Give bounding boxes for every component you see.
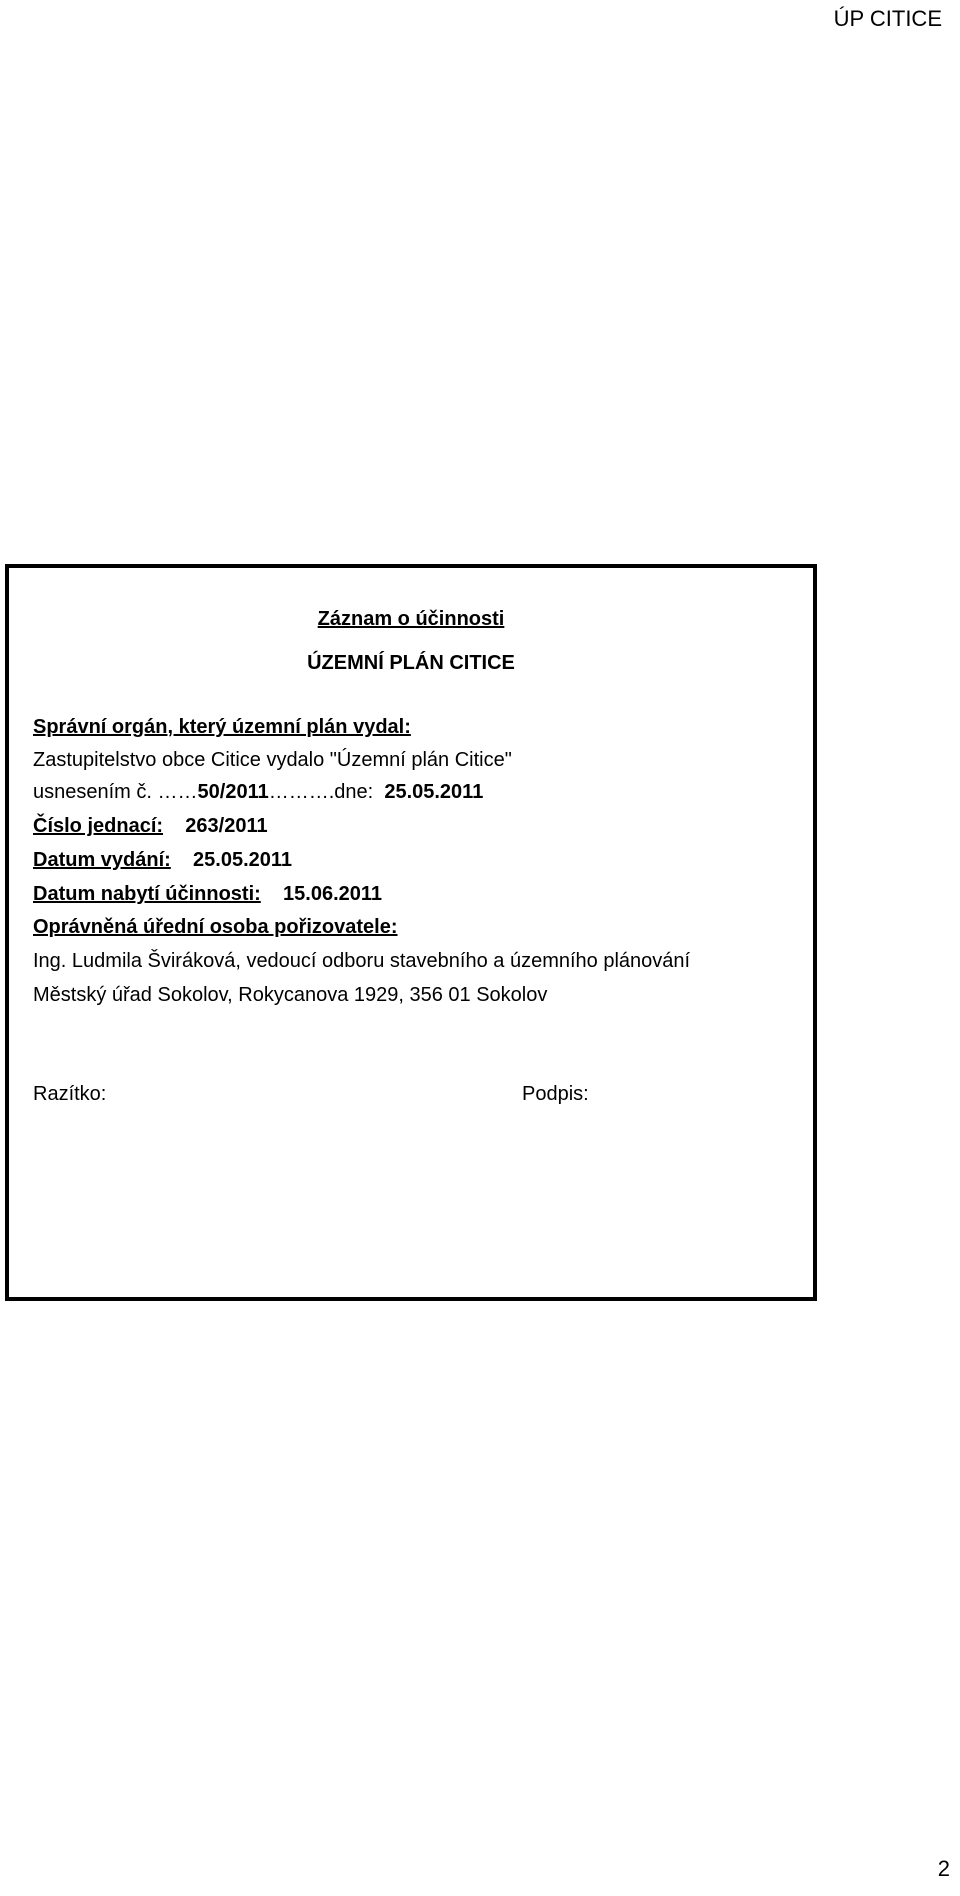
issuer-label: Správní orgán, který územní plán vydal: xyxy=(33,716,411,738)
reference-line xyxy=(33,814,268,838)
resolution-prefix: usnesením č. …… xyxy=(33,781,198,803)
issue-date-label: Datum vydání: xyxy=(33,849,171,871)
effective-date-label: Datum nabytí účinnosti: xyxy=(33,883,261,905)
issuer-text: Zastupitelstvo obce Citice vydalo "Územní plán Citice" xyxy=(33,749,512,771)
stamp-label: Razítko: xyxy=(33,1083,107,1105)
signature-label: Podpis: xyxy=(522,1083,589,1105)
reference-value: 263/2011 xyxy=(185,815,268,837)
official-name: Ing. Ludmila Šviráková, vedoucí odboru stavebního a územního plánování xyxy=(33,950,691,972)
resolution-number: 50/2011 xyxy=(197,781,269,803)
effectiveness-record-box xyxy=(5,564,817,1301)
reference-label: Číslo jednací: xyxy=(33,815,164,837)
document-header-title: ÚP CITICE xyxy=(833,6,942,31)
issue-date-line xyxy=(33,848,292,872)
resolution-date: 25.05.2011 xyxy=(384,781,484,803)
plan-name: ÚZEMNÍ PLÁN CITICE xyxy=(307,652,515,674)
resolution-mid: ……….dne: xyxy=(268,781,374,803)
issue-date-value: 25.05.2011 xyxy=(193,849,293,871)
effective-date-value: 15.06.2011 xyxy=(283,883,383,905)
page-number: 2 xyxy=(937,1856,950,1881)
effective-date-line xyxy=(33,882,382,906)
official-label: Oprávněná úřední osoba pořizovatele: xyxy=(33,916,398,938)
resolution-line xyxy=(33,780,483,804)
record-heading: Záznam o účinnosti xyxy=(317,608,505,630)
official-address: Městský úřad Sokolov, Rokycanova 1929, 356 01 Sokolov xyxy=(33,984,548,1006)
